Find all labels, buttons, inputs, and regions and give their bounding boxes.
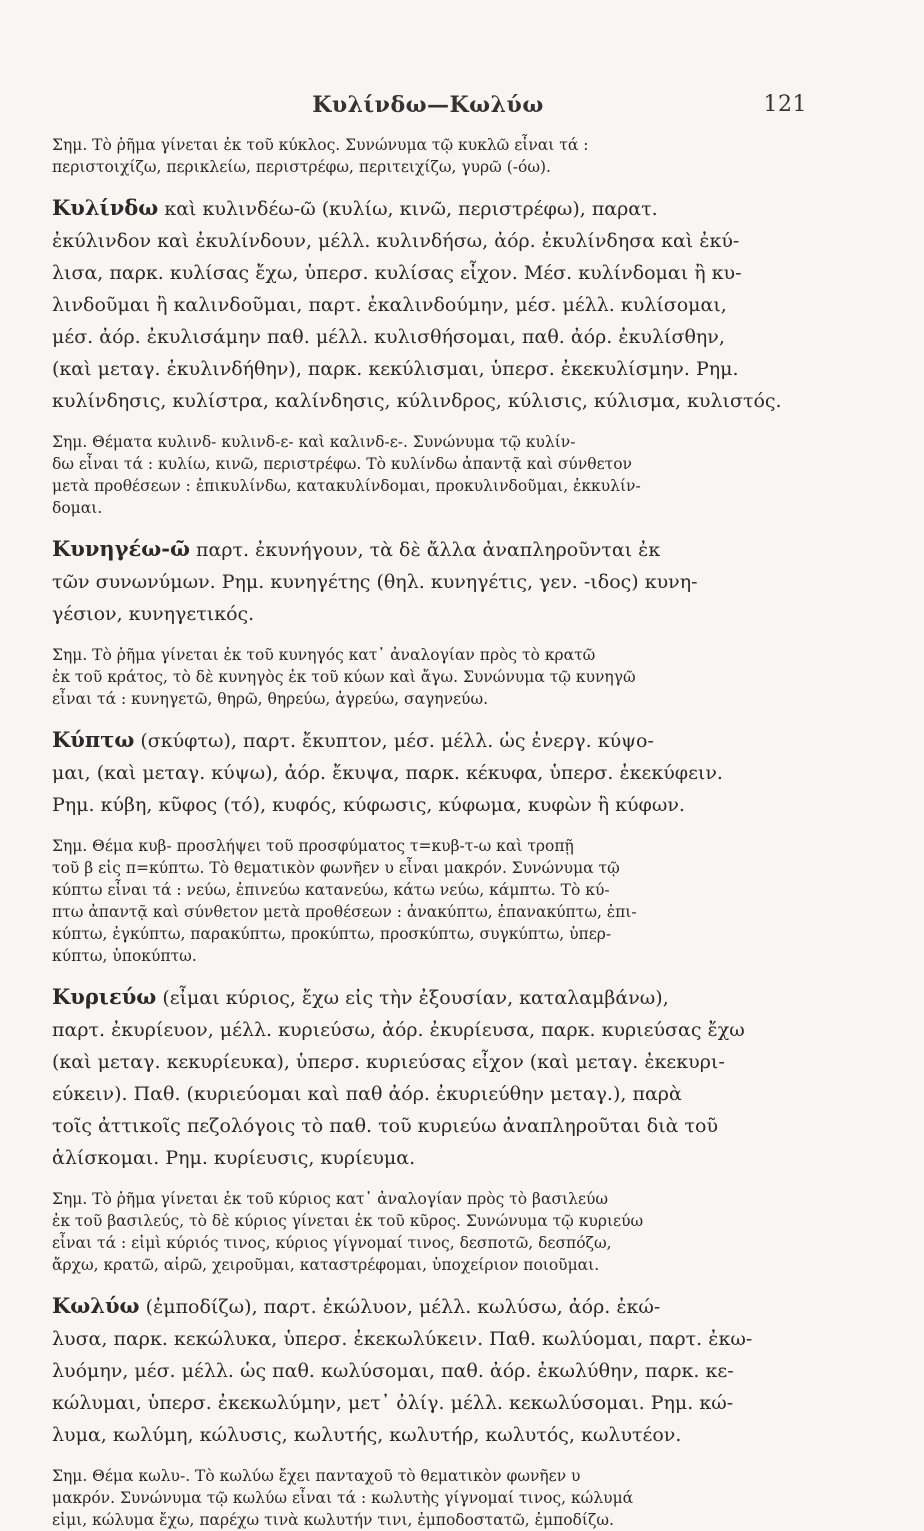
text-line xyxy=(52,1232,804,1254)
line-text: λινδοῦμαι ἢ καλινδοῦμαι, παρτ. ἐκαλινδούμην, μέσ. μέλλ. κυλίσομαι, xyxy=(52,294,727,316)
text-line xyxy=(52,901,804,923)
text-line xyxy=(52,385,804,417)
line-text: μακρόν. Συνώνυμα τῷ κωλύω εἶναι τά : κωλυτὴς γίγνομαί τινος, κώλυμά xyxy=(52,1489,634,1507)
dictionary-entry xyxy=(52,533,804,630)
text-line xyxy=(52,1355,804,1387)
text-line xyxy=(52,1323,804,1355)
text-line xyxy=(52,257,804,289)
line-text: εἶναι τά : κυνηγετῶ, θηρῶ, θηρεύω, ἀγρεύω, σαγηνεύω. xyxy=(52,690,489,708)
text-line xyxy=(52,1465,804,1487)
line-text: περιστοιχίζω, περικλείω, περιστρέφω, περιτειχίζω, γυρῶ (-όω). xyxy=(52,158,551,176)
line-text: μέσ. ἀόρ. ἐκυλισάμην παθ. μέλλ. κυλισθήσομαι, παθ. ἀόρ. ἐκυλίσθην, xyxy=(52,326,725,348)
line-text: (καὶ μεταγ. ἐκυλινδήθην), παρκ. κεκύλισμαι, ὑπερσ. ἐκεκυλίσμην. Ρημ. xyxy=(52,358,739,380)
line-text: ἐκ τοῦ βασιλεύς, τὸ δὲ κύριος γίνεται ἐκ τοῦ κῦρος. Συνώνυμα τῷ κυριεύω xyxy=(52,1212,644,1230)
line-text: πτω ἀπαντᾷ καὶ σύνθετον μετὰ προθέσεων : ἀνακύπτω, ἐπανακύπτω, ἐπι- xyxy=(52,903,637,921)
text-line xyxy=(52,598,804,630)
text-line xyxy=(52,453,804,475)
running-header xyxy=(52,92,807,128)
text-line xyxy=(52,1014,804,1046)
dictionary-entry xyxy=(52,1290,804,1451)
text-line xyxy=(52,1254,804,1276)
line-text: γέσιον, κυνηγετικός. xyxy=(52,603,255,625)
line-text: Σημ. Θέμα κωλυ-. Τὸ κωλύω ἔχει πανταχοῦ τὸ θεματικὸν φωνῆεν υ xyxy=(52,1467,581,1485)
text-line xyxy=(52,789,804,821)
line-text: (σκύφτω), παρτ. ἔκυπτον, μέσ. μέλλ. ὡς ἐνεργ. κύψο- xyxy=(140,730,654,752)
entry-lemma: Κωλύω xyxy=(52,1293,140,1318)
text-line xyxy=(52,1188,804,1210)
entry-lemma: Κυριεύω xyxy=(52,984,157,1009)
text-line xyxy=(52,192,804,225)
text-line xyxy=(52,1487,804,1509)
line-text: εἰμι, κώλυμα ἔχω, παρέχω τινὰ κωλυτήν τινι, ἐμποδοστατῶ, ἐμποδίζω. xyxy=(52,1511,614,1529)
text-line xyxy=(52,757,804,789)
line-text: ἐκ τοῦ κράτος, τὸ δὲ κυνηγὸς ἐκ τοῦ κύων καὶ ἄγω. Συνώνυμα τῷ κυνηγῶ xyxy=(52,668,636,686)
text-line xyxy=(52,1210,804,1232)
text-line xyxy=(52,1290,804,1323)
text-line xyxy=(52,644,804,666)
text-line xyxy=(52,225,804,257)
text-line xyxy=(52,353,804,385)
text-line xyxy=(52,1142,804,1174)
text-line xyxy=(52,475,804,497)
line-text: εἶναι τά : εἰμὶ κύριός τινος, κύριος γίγνομαί τινος, δεσποτῶ, δεσπόζω, xyxy=(52,1234,612,1252)
line-text: λισα, παρκ. κυλίσας ἔχω, ὑπερσ. κυλίσας εἶχον. Μέσ. κυλίνδομαι ἢ κυ- xyxy=(52,262,742,284)
text-line xyxy=(52,1046,804,1078)
line-text: λυσα, παρκ. κεκώλυκα, ὑπερσ. ἐκεκωλύκειν. Παθ. κωλύομαι, παρτ. ἐκω- xyxy=(52,1328,753,1350)
text-line xyxy=(52,156,804,178)
text-line xyxy=(52,666,804,688)
text-line xyxy=(52,321,804,353)
line-text: Σημ. Θέματα κυλινδ- κυλινδ-ε- καὶ καλινδ-ε-. Συνώνυμα τῷ κυλίν- xyxy=(52,433,576,451)
note-paragraph xyxy=(52,431,804,519)
text-line xyxy=(52,1110,804,1142)
line-text: τοῦ β εἰς π=κύπτω. Τὸ θεματικὸν φωνῆεν υ εἶναι μακρόν. Συνώνυμα τῷ xyxy=(52,859,620,877)
text-line xyxy=(52,724,804,757)
text-line xyxy=(52,1419,804,1451)
text-line xyxy=(52,497,804,519)
text-line xyxy=(52,857,804,879)
line-text: κύπτω, ἐγκύπτω, παρακύπτω, προκύπτω, προσκύπτω, συγκύπτω, ὑπερ- xyxy=(52,925,612,943)
text-line xyxy=(52,1509,804,1531)
line-text: τῶν συνωνύμων. Ρημ. κυνηγέτης (θηλ. κυνηγέτις, γεν. -ιδος) κυνη- xyxy=(52,571,698,593)
line-text: ἁλίσκομαι. Ρημ. κυρίευσις, κυρίευμα. xyxy=(52,1147,416,1169)
text-line xyxy=(52,981,804,1014)
line-text: (ἐμποδίζω), παρτ. ἐκώλυον, μέλλ. κωλύσω, ἀόρ. ἐκώ- xyxy=(145,1296,661,1318)
note-paragraph xyxy=(52,835,804,967)
line-text: μαι, (καὶ μεταγ. κύψω), ἀόρ. ἔκυψα, παρκ. κέκυφα, ὑπερσ. ἐκεκύφειν. xyxy=(52,762,723,784)
line-text: Σημ. Θέμα κυβ- προσλήψει τοῦ προσφύματος τ=κυβ-τ-ω καὶ τροπῇ xyxy=(52,837,574,855)
note-paragraph xyxy=(52,644,804,710)
page-number: 121 xyxy=(763,92,807,117)
line-text: (καὶ μεταγ. κεκυρίευκα), ὑπερσ. κυριεύσας εἶχον (καὶ μεταγ. ἐκεκυρι- xyxy=(52,1051,725,1073)
line-text: μετὰ προθέσεων : ἐπικυλίνδω, κατακυλίνδομαι, προκυλινδοῦμαι, ἐκκυλίν- xyxy=(52,477,641,495)
text-line xyxy=(52,688,804,710)
text-line xyxy=(52,945,804,967)
line-text: Ρημ. κύβη, κῦφος (τό), κυφός, κύφωσις, κύφωμα, κυφὼν ἢ κύφων. xyxy=(52,794,685,816)
text-line xyxy=(52,533,804,566)
running-title: Κυλίνδω—Κωλύω xyxy=(312,92,544,118)
line-text: (εἶμαι κύριος, ἔχω εἰς τὴν ἐξουσίαν, καταλαμβάνω), xyxy=(162,987,669,1009)
line-text: παρτ. ἐκυρίευον, μέλλ. κυριεύσω, ἀόρ. ἐκυρίευσα, παρκ. κυριεύσας ἔχω xyxy=(52,1019,745,1041)
line-text: ἐκύλινδον καὶ ἐκυλίνδουν, μέλλ. κυλινδήσω, ἀόρ. ἐκυλίνδησα καὶ ἐκύ- xyxy=(52,230,740,252)
page-body xyxy=(52,134,804,1531)
line-text: δω εἶναι τά : κυλίω, κινῶ, περιστρέφω. Τὸ κυλίνδω ἀπαντᾷ καὶ σύνθετον xyxy=(52,455,632,473)
dictionary-entry xyxy=(52,981,804,1174)
line-text: Σημ. Τὸ ῥῆμα γίνεται ἐκ τοῦ κύκλος. Συνώνυμα τῷ κυκλῶ εἶναι τά : xyxy=(52,136,589,154)
line-text: εύκειν). Παθ. (κυριεύομαι καὶ παθ ἀόρ. ἐκυριεύθην μεταγ.), παρὰ xyxy=(52,1083,682,1105)
line-text: κύπτω εἶναι τά : νεύω, ἐπινεύω κατανεύω, κάτω νεύω, κάμπτω. Τὸ κύ- xyxy=(52,881,610,899)
entry-lemma: Κυνηγέω-ῶ xyxy=(52,536,190,561)
line-text: κυλίνδησις, κυλίστρα, καλίνδησις, κύλινδρος, κύλισις, κύλισμα, κυλιστός. xyxy=(52,390,782,412)
line-text: παρτ. ἐκυνήγουν, τὰ δὲ ἄλλα ἀναπληροῦνται ἐκ xyxy=(196,539,661,561)
note-paragraph xyxy=(52,1188,804,1276)
text-line xyxy=(52,134,804,156)
text-line xyxy=(52,923,804,945)
line-text: ἄρχω, κρατῶ, αἱρῶ, χειροῦμαι, καταστρέφομαι, ὑποχείριον ποιοῦμαι. xyxy=(52,1256,600,1274)
text-line xyxy=(52,1387,804,1419)
line-text: τοῖς ἀττικοῖς πεζολόγοις τὸ παθ. τοῦ κυριεύω ἀναπληροῦται διὰ τοῦ xyxy=(52,1115,719,1137)
line-text: λυμα, κωλύμη, κώλυσις, κωλυτής, κωλυτήρ, κωλυτός, κωλυτέον. xyxy=(52,1424,682,1446)
text-line xyxy=(52,1078,804,1110)
entry-lemma: Κυλίνδω xyxy=(52,195,159,220)
text-line xyxy=(52,879,804,901)
line-text: Σημ. Τὸ ῥῆμα γίνεται ἐκ τοῦ κυνηγός κατ᾽ ἀναλογίαν πρὸς τὸ κρατῶ xyxy=(52,646,596,664)
line-text: δομαι. xyxy=(52,499,103,517)
line-text: κύπτω, ὑποκύπτω. xyxy=(52,947,197,965)
text-line xyxy=(52,289,804,321)
line-text: λυόμην, μέσ. μέλλ. ὡς παθ. κωλύσομαι, παθ. ἀόρ. ἐκωλύθην, παρκ. κε- xyxy=(52,1360,734,1382)
text-line xyxy=(52,566,804,598)
line-text: καὶ κυλινδέω-ῶ (κυλίω, κινῶ, περιστρέφω), παρατ. xyxy=(164,198,658,220)
entry-lemma: Κύπτω xyxy=(52,727,135,752)
dictionary-entry xyxy=(52,192,804,417)
note-paragraph xyxy=(52,1465,804,1531)
line-text: Σημ. Τὸ ῥῆμα γίνεται ἐκ τοῦ κύριος κατ᾽ ἀναλογίαν πρὸς τὸ βασιλεύω xyxy=(52,1190,609,1208)
dictionary-entry xyxy=(52,724,804,821)
line-text: κώλυμαι, ὑπερσ. ἐκεκωλύμην, μετ᾽ ὀλίγ. μέλλ. κεκωλύσομαι. Ρημ. κώ- xyxy=(52,1392,734,1414)
note-paragraph xyxy=(52,134,804,178)
text-line xyxy=(52,431,804,453)
text-line xyxy=(52,835,804,857)
